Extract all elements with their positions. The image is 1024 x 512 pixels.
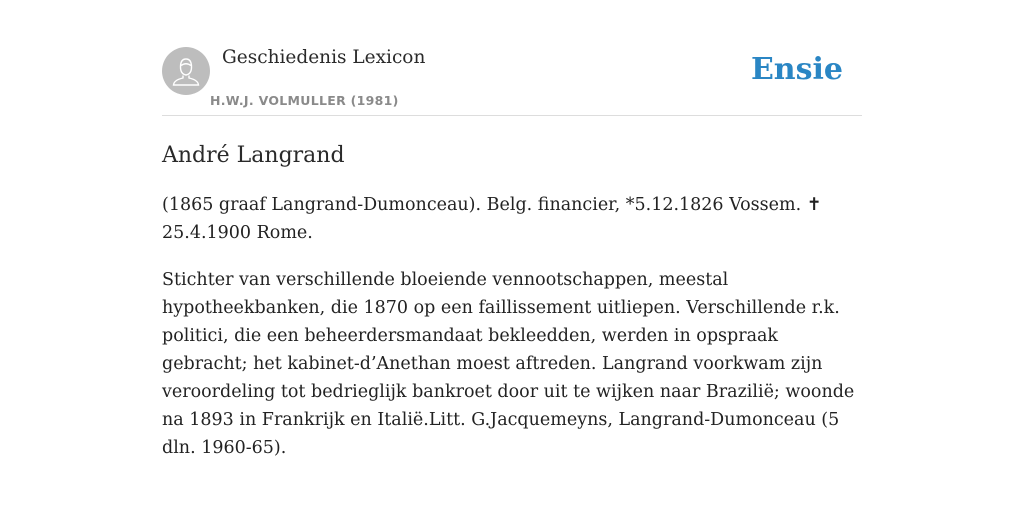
- source-author: H.W.J. VOLMULLER (1981): [210, 93, 399, 108]
- source-header: [162, 46, 862, 116]
- entry-paragraph-1: [162, 191, 862, 247]
- death-cross-icon: ✝: [806, 195, 822, 215]
- source-title[interactable]: Geschiedenis Lexicon: [222, 47, 426, 68]
- entry-card: [162, 46, 862, 462]
- entry-title: André Langrand: [162, 143, 345, 168]
- entry-paragraph-1-text: (1865 graaf Langrand-Dumonceau). Belg. financier, *5.12.1826 Vossem.: [162, 195, 807, 215]
- entry-paragraph-1-death-date: 25.4.1900 Rome.: [162, 223, 313, 243]
- ensie-logo-link[interactable]: Ensie: [750, 52, 843, 87]
- entry-paragraph-2: Stichter van verschillende bloeiende vennootschappen, meestal hypotheekbanken, die 1870 op een faillissement uitliepen. Verschillende r.k. politici, die een beheerdersmandaat bekleedden, werden in opspraak gebracht; het kabinet-d’Anethan moest aftreden. Langrand voorkwam zijn veroordeling tot bedrieglijk bankroet door uit te wijken naar Brazilië; woonde na 1893 in Frankrijk en Italië.Litt. G.Jacquemeyns, Langrand-Dumonceau (5 dln. 1960-65).: [162, 270, 855, 458]
- user-outline-icon[interactable]: [162, 47, 210, 95]
